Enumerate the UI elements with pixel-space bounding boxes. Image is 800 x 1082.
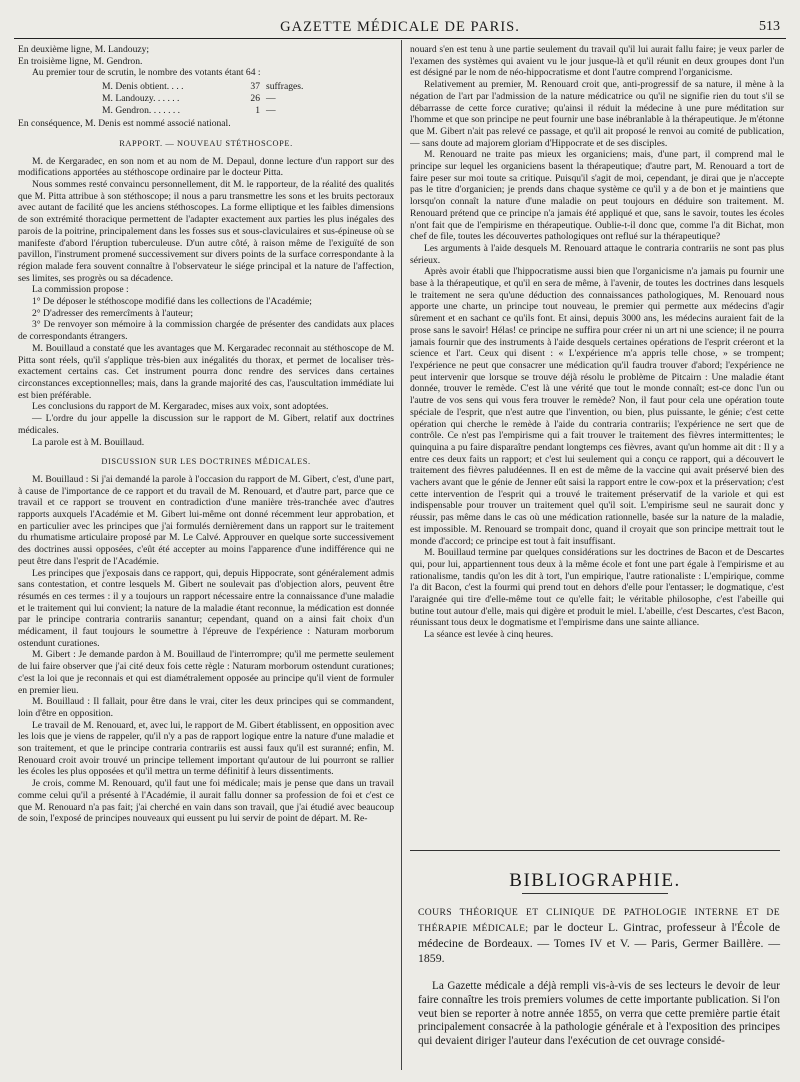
paragraph: M. Bouillaud termine par quelques considérations sur les doctrines de Bacon et de Descartes qui, pour lui, appartiennent tous deux à la même école et font une part égale à l'empirisme et au rationalisme, tandis qu'on les dit à tort, l'un empirique, l'autre rationaliste : L'empirique, comme l'a dit Bacon, c'est la fourmi qui prend tout en dehors d'elle pour l'entasser; le dogmatique, c'est l'araignée qui tire d'elle-même tout ce qu'elle fait; le véritable philosophe, c'est l'abeille qui butine tout autour d'elle, mais qui digère et produit le miel. L'abeille, c'est Descartes, c'est Bacon, réunissant tous deux le dogmatisme et l'empirisme dans une sainte alliance. [410,547,784,629]
entry-title: COURS THÉORIQUE ET CLINIQUE DE PATHOLOGIE INTERNE ET DE THÉRAPIE MÉDICALE; [418,907,780,934]
right-column [410,44,784,849]
section-heading-discussion: DISCUSSION SUR LES DOCTRINES MÉDICALES. [101,457,311,467]
journal-title: GAZETTE MÉDICALE DE PARIS. [280,19,520,35]
paragraph: Je crois, comme M. Renouard, qu'il faut une foi médicale; mais je pense que dans un travail comme celui qu'il a présenté à l'Académie, il aurait fallu donner sa profession de foi et c'est ce que M. Renouard n'a pas fait; j'ai cherché en vain dans son travail, que j'ai étudié avec beaucoup de soin, l'exposé de principes nouveaux qui eussent pu lui servir de point de départ. M. Re- [18,778,394,825]
paragraph: Nous sommes resté convaincu personnellement, dit M. le rapporteur, de la réalité des qualités que M. Pitta attribue à son stéthoscope; il nous a paru transmettre les sons et les bruits pectoraux avec autant de facilité que les anciens stéthoscopes. La forme elliptique et les faibles dimensions de son extrémité thoracique permettent de l'adapter exactement aux parties les plus inégales des parois de la poitrine, principalement dans les fosses sus et sous-claviculaires et sus-épineuse où se manifeste d'abord l'éruption tuberculeuse. D'un autre côté, à raison même de l'exiguïté de son pavillon, l'instrument promené successivement sur divers points de la surface correspondante à la région malade fera souvent connaître à l'observateur le siége principal et la nature de l'affection, ses limites, ses progrès ou sa décadence. [18,179,394,284]
proposal-item: 1° De déposer le stéthoscope modifié dans les collections de l'Académie; [32,296,312,308]
paragraph: M. de Kergaradec, en son nom et au nom de M. Depaul, donne lecture d'un rapport sur des modifications apportées au stéthoscope ordinaire par le docteur Pitta. [18,155,394,179]
section-heading-rapport: RAPPORT. — NOUVEAU STÉTHOSCOPE. [119,138,293,148]
column-divider [401,40,402,1070]
page-number: 513 [759,19,780,34]
section-rule [410,850,780,851]
paragraph: M. Bouillaud : Si j'ai demandé la parole à l'occasion du rapport de M. Gibert, c'est, d'une part, à cause de l'importance de ce rapport et du travail de M. Renouard, et d'autre part, parce que ce travail et ce rapport se trouvent en contradiction d'une manière très-tranchée avec d'autres rapports auxquels l'Académie et M. Gibert lui-même ont donné récemment leur approbation, et en particulier avec les principes que j'ai formulés dernièrement dans un rapport sur le traitement du rhumatisme articulaire proposé par M. Le Calvé. Approuver en quelque sorte successivement des doctrines aussi opposées, c'eût été accepter au moins l'apparence d'une indifférence qui ne peut être dans l'esprit de l'Académie. [18,473,394,567]
paragraph: Les arguments à l'aide desquels M. Renouard attaque le contraria contrariis ne sont pas plus sérieux. [410,242,784,266]
vote-name: M. Gendron. . . . . . . [102,104,181,116]
paragraph: M. Renouard ne traite pas mieux les organiciens; mais, d'une part, il comprend mal le principe sur lequel les organiciens basent la thérapeutique; d'autre part, M. Renouard a tort de faire peser sur moi toute sa critique. Puisqu'il s'agit de moi, cependant, je dirai que je n'accepte pas le titre d'organicien; je prends dans chaque système ce qu'il y a de bon et je maintiens que lorsqu'on connaît la nature d'une maladie on peut toujours en déduire son traitement. M. Renouard prétend que ce principe n'a jamais été appliqué et que, sans le savoir, toutes les écoles n'ont fait que de l'empirisme en thérapeutique. Oublie-t-il donc que, comme l'a dit Bichat, mon chef de file, toutes les découvertes pathologiques ont reflué sur la thérapeutique? [410,149,784,243]
paragraph: Après avoir établi que l'hippocratisme aussi bien que l'organicisme n'a jamais pu fournir une base à la thérapeutique, et qu'il en sera de même, à l'avenir, de toutes les doctrines dans lesquels le traitement ne sera qu'une déduction des connaissances pathologiques, M. Renouard nous apporte une charte, un principe tout nouveau, le premier qui permette aux médecins d'agir sûrement et en sachant ce qu'ils font. Et ainsi, depuis 3000 ans, les médecins auraient fait de la prose sans le savoir! Hélas! ce principe ne suffira pour créer ni un art ni une science; il ne pourra jamais fournir que des instruments à l'aide desquels certaines opérations de l'esprit créeront et la science et l'art. Ceux qui disent : « L'expérience m'a appris telle chose, » se trompent; l'expérience ne peut que consacrer une médication qu'il faudra trouver d'abord; l'expérience ne peut intervenir que lorsque se trouve déjà résolu le problème de Pitcairn : Une maladie étant donnée, trouver le remède. C'est là une vérité que tout le monde connaît; est-ce donc l'un ou l'autre de vos sens qui vous fera trouver le remède? Non, il faut pour cela une opération toute spéciale de l'esprit, que n'est autre que l'invention, ou bien, plus puissante, le génie; c'est cette opération qui cherche le remède à l'aide du contraria contrariis; l'expérience ne sert que de contrôle. Ce n'est pas l'empirisme qui a fait trouver le traitement des fièvres intermittentes; le quinquina a pu faire disparaître pendant longtemps ces fièvres, avant qu'un homme ait dit : Il y a entre ces deux faits un rapport; et c'est lui seulement qui a conçu ce rapport, qui a découvert le traitement des fièvres paludéennes. Il en est de même de la vaccine qui avait préservé bien des vachers avant que le génie de Jenner eût saisi la rapport entre le cow-pox et la préservation; c'est cette intervention de l'esprit qui a trouvé le traitement préservatif de la variole et qui est indispensable pour trouver un traitement quel qu'il soit. L'empirisme seul ne saurait donc y réussir, pas même dans le cas où une médication rationnelle, basée sur la nature de la maladie, est impossible. M. Renouard se trompait donc, quand il croyait que son principe mettrait tout le monde d'accord; ce principe est tout à fait insuffisant. [410,266,784,547]
left-column [18,44,394,1074]
paragraph: Les principes que j'exposais dans ce rapport, qui, depuis Hippocrate, sont généralement admis sans contestation, et contre lesquels M. Gibert ne soulevait pas d'objection alors, peuvent être résumés en ces termes : il y a toujours un rapport nécessaire entre la connaissance d'une maladie et le traitement qui lui convient; la nature de la maladie étant reconnue, la médication est donnée par le principe contraria contrariis sanantur; cependant, quand on a ainsi fait choix d'un médicament, il faut toujours le soumettre à l'épreuve de l'expérience : Naturam morborum ostendunt curationes. [18,567,394,649]
paragraph: En conséquence, M. Denis est nommé associé national. [18,118,231,130]
paragraph: Relativement au premier, M. Renouard croit que, anti-progressif de sa nature, il mène à la négation de l'art par l'admission de la nature médicatrice ou qu'il ne signifie rien du tout s'il se débarrasse de cette force curative; qu'ainsi il réduit la médecine à une pure méditation sur l'homme et que son principe ne peut fournir une base inébranlable à la thérapeutique. Je m'étonne que M. Gibert n'ait pas relevé ce passage, et qu'il ait proposé le renvoi au comité de publication, — sans doute ad majorem gloriam d'Hippocrate et de ses disciples. [410,79,784,149]
paragraph: Le travail de M. Renouard, et, avec lui, le rapport de M. Gibert établissent, en opposition avec les lois que je viens de rappeler, qu'il n'y a pas de rapport logique entre la nature d'une maladie et son traitement, et que le principe contraria contrariis est aussi faux qu'il est suranné; enfin, M. Renouard croit avoir trouvé un principe tellement important qu'autour de lui pourront se rallier les écoles les plus opposées et qu'il mettra un terme définitif à leurs dissentiments. [18,719,394,778]
vote-count: 37 [250,81,260,93]
vote-count: 1 [255,104,260,116]
vote-unit: — [266,92,276,104]
vote-row [102,93,394,105]
proposal-item: 2° D'adresser des remercîments à l'auteur; [32,307,193,319]
paragraph: La Gazette médicale a déjà rempli vis-à-vis de ses lecteurs le devoir de leur faire connaître les trois premiers volumes de cette importante publication. Si l'on veut bien se reporter à notre année 1855, on verra que cette première partie était principalement consacrée à la pathologie générale et à l'exposition des principes qui devaient diriger l'auteur dans l'exécution de cet ouvrage considé- [418,980,780,1048]
election-line: En troisième ligne, M. Gendron. [18,55,143,67]
bibliography-entry [418,904,780,966]
paragraph: La séance est levée à cinq heures. [424,629,554,641]
paragraph: — L'ordre du jour appelle la discussion sur le rapport de M. Gibert, relatif aux doctrines médicales. [18,413,394,436]
vote-results [102,81,394,116]
bibliography-body [418,980,780,1049]
election-line: Au premier tour de scrutin, le nombre des votants étant 64 : [32,67,261,79]
paragraph: M. Bouillaud : Il fallait, pour être dans le vrai, citer les deux principes qui se commandent, loin d'être en opposition. [18,696,394,719]
vote-unit: — [266,104,276,116]
vote-count: 26 [250,92,260,104]
proposal-item: 3° De renvoyer son mémoire à la commission chargée de présenter des candidats aux places de correspondants étrangers. [18,319,394,343]
paragraph: La commission propose : [32,284,129,296]
paragraph: M. Bouillaud a constaté que les avantages que M. Kergaradec reconnait au stéthoscope de M. Pitta sont réels, qu'il s'applique très-bien aux inégalités du thorax, et permet de localiser très-exactement certains cas. Cet instrument pourra donc rendre des services dans certaines circonstances exceptionnelles; mais, dans la grande majorité des cas, l'auscultation immédiate lui est bien préférable. [18,342,394,401]
bibliography-title: BIBLIOGRAPHIE. [509,870,681,891]
page-header [14,18,786,39]
paragraph: nouard s'en est tenu à une partie seulement du travail qu'il lui aurait fallu faire; je veux parler de l'examen des systèmes qui avaient vu le jour jusque-là et qu'il réunit en deux groupes dont l'un est désigné par le nom de néo-hippocratisme et dont l'autre comprend l'organicisme. [410,44,784,79]
vote-unit: suffrages. [266,81,304,93]
paragraph: Les conclusions du rapport de M. Kergaradec, mises aux voix, sont adoptées. [32,401,329,413]
election-line: En deuxième ligne, M. Landouzy; [18,44,150,55]
paragraph: La parole est à M. Bouillaud. [32,436,145,448]
bibliography-section [410,850,780,1072]
vote-name: M. Denis obtient. . . . [102,81,184,93]
vote-row [102,105,394,117]
vote-row [102,81,394,93]
paragraph: M. Gibert : Je demande pardon à M. Bouillaud de l'interrompre; qu'il me permette seulement de lui faire observer que j'ai cité deux fois cette règle : Naturam morborum ostendunt curationes; c'est la loi que je reconnais et qui est diamétralement opposée au principe qu'il vient de formuler en premier lieu. [18,649,394,696]
entry-details: par le docteur L. Gintrac, professeur à l'École de médecine de Bordeaux. — Tomes IV et V. — Paris, Germer Baillère. — 1859. [418,920,780,965]
vote-name: M. Landouzy. . . . . . [102,92,180,104]
title-underline [522,893,668,894]
